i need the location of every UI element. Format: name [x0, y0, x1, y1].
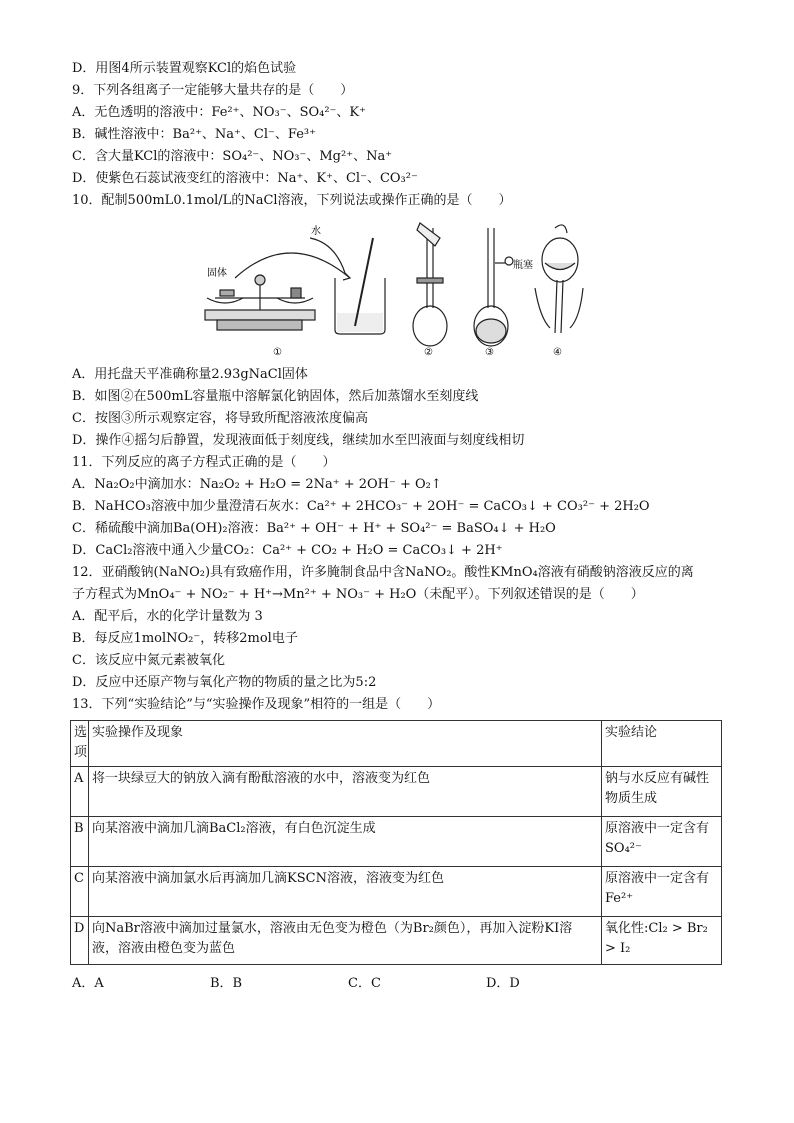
q10-stem: 10．配制500mL0.1mol/L的NaCl溶液，下列说法或操作正确的是（ ）	[72, 193, 512, 208]
row-conclusion: 原溶液中一定含有SO₄²⁻	[602, 817, 722, 867]
q9-option-d: D．使紫色石蕊试液变红的溶液中：Na⁺、K⁺、Cl⁻、CO₃²⁻	[72, 171, 418, 186]
q9-option-b: B．碱性溶液中：Ba²⁺、Na⁺、Cl⁻、Fe³⁺	[72, 127, 316, 142]
row-operation: 向某溶液中滴加几滴BaCl₂溶液，有白色沉淀生成	[89, 817, 602, 867]
header-option: 选项	[71, 721, 89, 767]
q13-table	[70, 720, 722, 965]
q11-option-d: D．CaCl₂溶液中通入少量CO₂：Ca²⁺ + CO₂ + H₂O = CaCO₃↓ + 2H⁺	[72, 543, 503, 558]
table-row	[71, 917, 722, 965]
q11-option-b: B．NaHCO₃溶液中加少量澄清石灰水：Ca²⁺ + 2HCO₃⁻ + 2OH⁻ = CaCO₃↓ + CO₃²⁻ + 2H₂O	[72, 499, 650, 514]
row-option: A	[71, 767, 89, 817]
label-n4: ④	[553, 347, 562, 358]
q10-figure	[195, 218, 585, 360]
q13-stem: 13．下列“实验结论”与“实验操作及现象”相符的一组是（ ）	[72, 697, 441, 712]
label-solid: 固体	[207, 268, 227, 279]
q9-stem: 9．下列各组离子一定能够大量共存的是（ ）	[72, 83, 354, 98]
row-option: B	[71, 817, 89, 867]
label-stopper: 瓶塞	[513, 260, 533, 271]
row-option: D	[71, 917, 89, 965]
row-conclusion: 氧化性:Cl₂ > Br₂ > I₂	[602, 917, 722, 965]
balance-base	[205, 310, 315, 320]
q12-option-d: D．反应中还原产物与氧化产物的物质的量之比为5:2	[72, 675, 377, 690]
q12-stem-1: 12．亚硝酸钠(NaNO₂)具有致癌作用，许多腌制食品中含NaNO₂。酸性KMnO₄溶液有硝酸钠溶液反应的离	[72, 565, 694, 580]
q12-option-a: A．配平后，水的化学计量数为 3	[72, 609, 263, 624]
answer-b: B．B	[210, 976, 243, 991]
q11-option-a: A．Na₂O₂中滴加水：Na₂O₂ + H₂O = 2Na⁺ + 2OH⁻ + O₂↑	[72, 477, 442, 492]
q12-stem-2: 子方程式为MnO₄⁻ + NO₂⁻ + H⁺→Mn²⁺ + NO₃⁻ + H₂O（未配平）。下列叙述错误的是（ ）	[72, 587, 644, 602]
q9-option-c: C．含大量KCl的溶液中：SO₄²⁻、NO₃⁻、Mg²⁺、Na⁺	[72, 149, 393, 164]
q12-option-b: B．每反应1molNO₂⁻，转移2mol电子	[72, 631, 298, 646]
q12-option-c: C．该反应中氮元素被氧化	[72, 653, 225, 668]
answer-d: D．D	[486, 976, 520, 991]
table-row	[71, 817, 722, 867]
q9-option-a: A．无色透明的溶液中：Fe²⁺、NO₃⁻、SO₄²⁻、K⁺	[72, 105, 366, 120]
q11-stem: 11．下列反应的离子方程式正确的是（ ）	[72, 455, 336, 470]
header-conclusion: 实验结论	[602, 721, 722, 767]
q11-option-c: C．稀硫酸中滴加Ba(OH)₂溶液：Ba²⁺ + OH⁻ + H⁺ + SO₄²⁻ = BaSO₄↓ + H₂O	[72, 521, 556, 536]
row-conclusion: 原溶液中一定含有Fe²⁺	[602, 867, 722, 917]
q10-option-d: D．操作④摇匀后静置，发现液面低于刻度线，继续加水至凹液面与刻度线相切	[72, 433, 525, 448]
header-operation: 实验操作及现象	[89, 721, 602, 767]
q10-option-b: B．如图②在500mL容量瓶中溶解氯化钠固体，然后加蒸馏水至刻度线	[72, 389, 479, 404]
q13-answers	[72, 972, 624, 991]
row-option: C	[71, 867, 89, 917]
table-header-row	[71, 721, 722, 767]
answer-a: A．A	[72, 976, 104, 991]
table-row	[71, 767, 722, 817]
label-n1: ①	[273, 347, 282, 358]
label-n3: ③	[485, 347, 494, 358]
q10-option-c: C．按图③所示观察定容，将导致所配溶液浓度偏高	[72, 411, 368, 426]
label-water: 水	[311, 226, 321, 237]
q8-option-d: D．用图4所示装置观察KCl的焰色试验	[72, 61, 297, 76]
answer-c: C．C	[348, 976, 381, 991]
label-n2: ②	[424, 347, 433, 358]
row-operation: 将一块绿豆大的钠放入滴有酚酞溶液的水中，溶液变为红色	[89, 767, 602, 817]
row-conclusion: 钠与水反应有碱性物质生成	[602, 767, 722, 817]
table-row	[71, 867, 722, 917]
row-operation: 向NaBr溶液中滴加过量氯水，溶液由无色变为橙色（为Br₂颜色），再加入淀粉KI溶液，溶液由橙色变为蓝色	[89, 917, 602, 965]
q10-option-a: A．用托盘天平准确称量2.93gNaCl固体	[72, 367, 308, 382]
row-operation: 向某溶液中滴加氯水后再滴加几滴KSCN溶液，溶液变为红色	[89, 867, 602, 917]
